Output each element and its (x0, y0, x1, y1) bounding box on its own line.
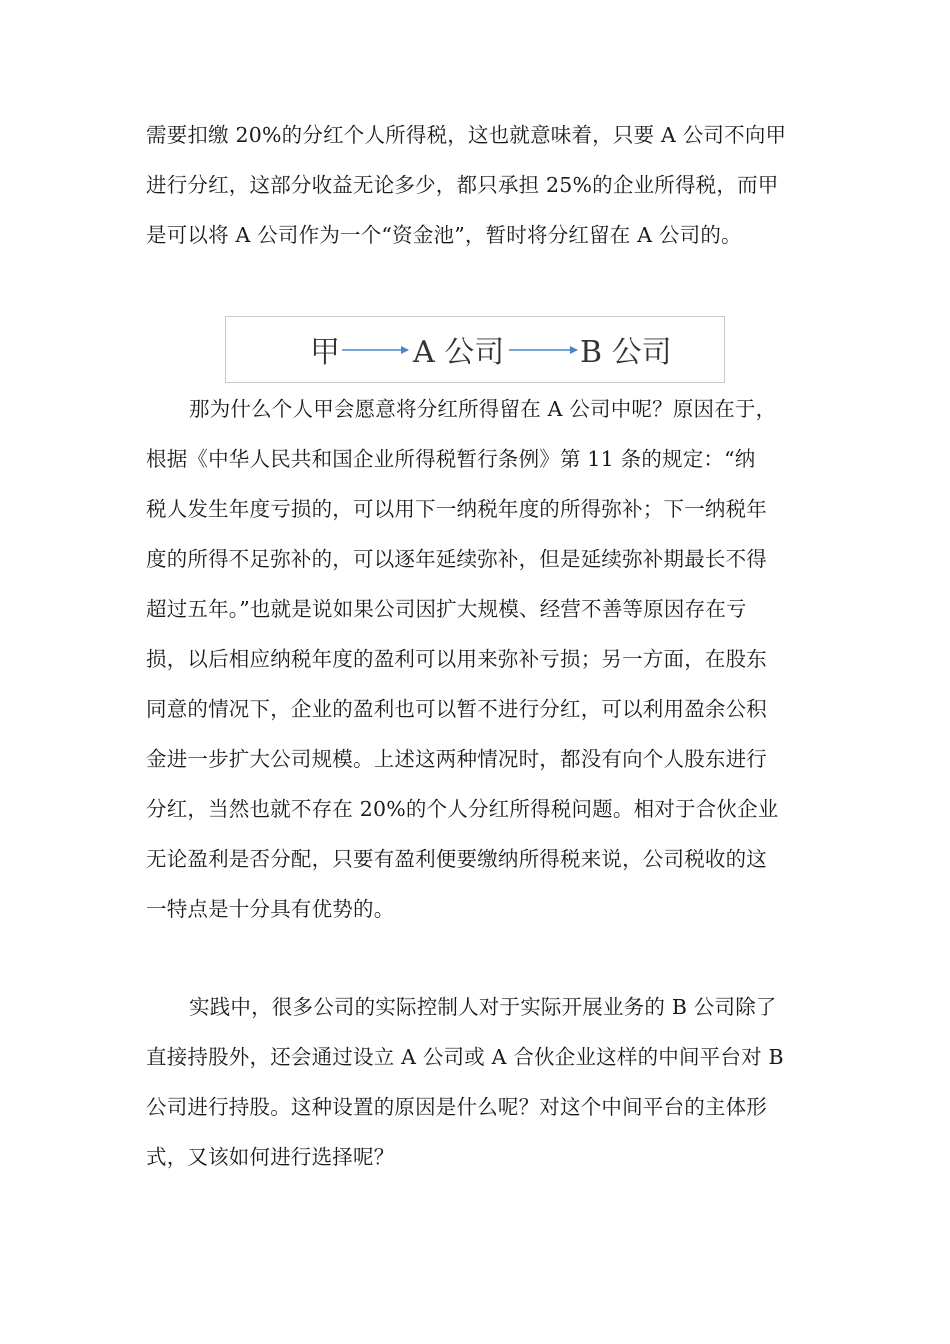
text-line: 需要扣缴 20%的分红个人所得税，这也就意味着，只要 A 公司不向甲 (146, 123, 787, 147)
node-jia: 甲 (310, 335, 340, 370)
text-line: 税人发生年度亏损的，可以用下一纳税年度的所得弥补；下一纳税年 (146, 497, 767, 521)
ownership-flow-diagram (225, 316, 725, 383)
text-line: 那为什么个人甲会愿意将分红所得留在 A 公司中呢？原因在于， (189, 397, 777, 421)
text-line: 根据《中华人民共和国企业所得税暂行条例》第 11 条的规定：“纳 (146, 447, 756, 471)
text-line: 同意的情况下，企业的盈利也可以暂不进行分红，可以利用盈余公积 (146, 697, 767, 721)
node-company-a: A 公司 (413, 335, 505, 370)
text-line: 度的所得不足弥补的，可以逐年延续弥补，但是延续弥补期最长不得 (146, 547, 767, 571)
text-line: 无论盈利是否分配，只要有盈利便要缴纳所得税来说，公司税收的这 (146, 847, 767, 871)
text-line: 进行分红，这部分收益无论多少，都只承担 25%的企业所得税，而甲 (146, 173, 779, 197)
text-line: 实践中，很多公司的实际控制人对于实际开展业务的 B 公司除了 (189, 995, 777, 1019)
text-line: 公司进行持股。这种设置的原因是什么呢？对这个中间平台的主体形 (146, 1095, 767, 1119)
text-line: 损，以后相应纳税年度的盈利可以用来弥补亏损；另一方面，在股东 (146, 647, 767, 671)
text-line: 是可以将 A 公司作为一个“资金池”，暂时将分红留在 A 公司的。 (146, 223, 742, 247)
flow-diagram-svg (226, 317, 724, 382)
text-line: 金进一步扩大公司规模。上述这两种情况时，都没有向个人股东进行 (146, 747, 767, 771)
text-line: 式，又该如何进行选择呢？ (146, 1145, 395, 1169)
text-line: 一特点是十分具有优势的。 (146, 897, 395, 921)
text-line: 分红，当然也就不存在 20%的个人分红所得税问题。相对于合伙企业 (146, 797, 779, 821)
text-line: 超过五年。”也就是说如果公司因扩大规模、经营不善等原因存在亏 (146, 597, 747, 621)
text-line: 直接持股外，还会通过设立 A 公司或 A 合伙企业这样的中间平台对 B (146, 1045, 784, 1069)
node-company-b: B 公司 (580, 335, 672, 370)
